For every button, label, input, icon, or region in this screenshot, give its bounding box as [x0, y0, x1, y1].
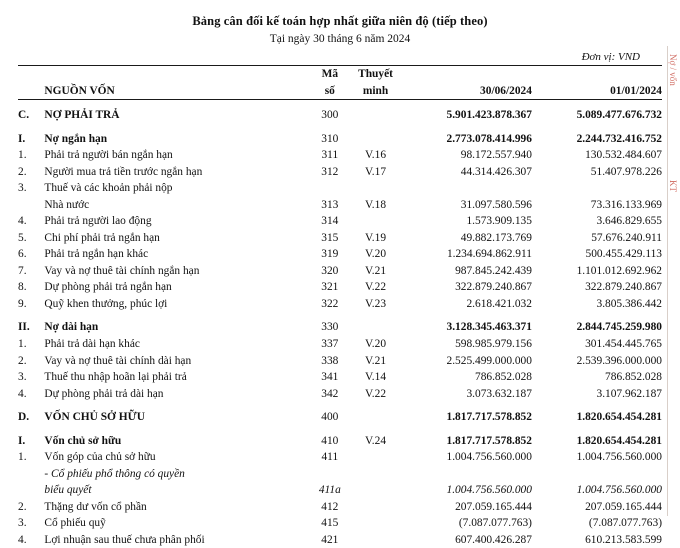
row-label: Vốn chủ sở hữu [44, 434, 122, 447]
table-row [18, 336, 662, 353]
row-index: 5. [18, 231, 27, 244]
row-code: 315 [321, 231, 339, 244]
row-value-previous: 1.820.654.454.281 [576, 434, 662, 447]
row-index [18, 466, 44, 483]
row-value-previous: 301.454.445.765 [585, 337, 662, 350]
row-value-current: 322.879.240.867 [455, 281, 532, 294]
row-index: 7. [18, 264, 27, 277]
row-code: 342 [321, 387, 339, 400]
row-label: - Cổ phiếu phổ thông có quyền [44, 467, 185, 480]
row-value-previous: 3.107.962.187 [596, 387, 662, 400]
header-code-line1: Mã [321, 68, 339, 80]
row-note: V.14 [365, 371, 387, 384]
row-label: Người mua trả tiền trước ngắn hạn [44, 165, 203, 178]
header-note [349, 66, 402, 100]
row-label: Vốn góp của chủ sở hữu [44, 451, 156, 464]
row-index [18, 197, 44, 214]
header-index-cell [18, 66, 44, 100]
table-row [18, 246, 662, 263]
row-index: 6. [18, 248, 27, 261]
row-value-previous: 51.407.978.226 [590, 165, 662, 178]
row-index: I. [18, 132, 26, 145]
header-note-line2: minh [362, 84, 389, 97]
row-note [349, 131, 402, 148]
table-row [18, 515, 662, 532]
row-value-previous: 1.101.012.692.962 [576, 264, 662, 277]
row-label: Vay và nợ thuê tài chính dài hạn [44, 354, 192, 367]
row-spacer [18, 426, 662, 433]
row-code: 311 [321, 149, 339, 162]
row-value-current: (7.087.077.763) [458, 517, 532, 530]
row-note: V.21 [365, 354, 387, 367]
header-label: NGUỒN VỐN [44, 66, 310, 100]
row-value-previous: 2.539.396.000.000 [576, 354, 662, 367]
row-value-current: 3.073.632.187 [466, 387, 532, 400]
row-code: 330 [321, 321, 339, 334]
table-row [18, 147, 662, 164]
row-label: Nợ ngắn hạn [44, 132, 108, 145]
row-value-previous: 207.059.165.444 [585, 500, 662, 513]
row-note: V.18 [365, 198, 387, 211]
row-note: V.21 [365, 264, 387, 277]
row-label: Quỹ khen thưởng, phúc lợi [44, 297, 168, 310]
table-row [18, 279, 662, 296]
margin-annotations [662, 40, 678, 460]
row-value-current [402, 466, 532, 483]
row-value-previous: 2.244.732.416.752 [576, 132, 662, 145]
row-spacer [18, 312, 662, 319]
table-row [18, 499, 662, 516]
row-value-current: 1.573.909.135 [466, 215, 532, 228]
row-index: 4. [18, 533, 27, 546]
row-label: Thuế và các khoản phải nộp [44, 182, 173, 195]
row-label: NỢ PHẢI TRẢ [44, 109, 120, 122]
row-note [349, 499, 402, 516]
row-code: 411 [321, 451, 339, 464]
row-code: 320 [321, 264, 339, 277]
row-label: Chi phí phải trả ngắn hạn [44, 231, 160, 244]
row-value-current: 31.097.580.596 [460, 198, 532, 211]
row-note: V.19 [365, 231, 387, 244]
row-code: 421 [321, 533, 339, 546]
row-value-current: 786.852.028 [475, 371, 532, 384]
row-code [311, 180, 350, 197]
row-value-current: 98.172.557.940 [460, 149, 532, 162]
table-row [18, 230, 662, 247]
row-index: 4. [18, 387, 27, 400]
row-code: 415 [321, 517, 339, 530]
row-value-current: 5.901.423.878.367 [446, 109, 532, 122]
header-code-line2: số [324, 84, 335, 97]
margin-rule [667, 46, 668, 516]
table-row [18, 263, 662, 280]
row-value-previous [532, 466, 662, 483]
table-row [18, 449, 662, 466]
margin-note-1: Nợ / vốn [668, 54, 678, 86]
row-note [349, 482, 402, 499]
row-value-current: 598.985.979.156 [455, 337, 532, 350]
row-note: V.17 [365, 165, 387, 178]
row-code: 312 [321, 165, 339, 178]
row-label: Phải trả ngắn hạn khác [44, 248, 149, 261]
table-row [18, 131, 662, 148]
row-note [349, 107, 402, 124]
table-row [18, 319, 662, 336]
table-row [18, 482, 662, 499]
row-note: V.22 [365, 387, 387, 400]
row-note [349, 532, 402, 548]
table-row [18, 197, 662, 214]
header-value-previous: 01/01/2024 [532, 66, 662, 100]
table-row [18, 353, 662, 370]
row-value-previous: 130.532.484.607 [585, 149, 662, 162]
row-label: Nợ dài hạn [44, 321, 99, 334]
row-value-current: 44.314.426.307 [460, 165, 532, 178]
row-index: 3. [18, 517, 27, 530]
header-code [311, 66, 350, 100]
row-index: 2. [18, 500, 27, 513]
row-label: Phải trả dài hạn khác [44, 337, 140, 350]
row-code: 412 [321, 500, 339, 513]
row-label: Dự phòng phải trả dài hạn [44, 387, 164, 400]
row-value-previous: 1.004.756.560.000 [576, 484, 662, 497]
row-value-current: 3.128.345.463.371 [446, 321, 532, 334]
row-value-previous: (7.087.077.763) [588, 517, 662, 530]
row-label: Cổ phiếu quỹ [44, 517, 106, 530]
balance-sheet-table [18, 65, 662, 548]
row-note: V.16 [365, 149, 387, 162]
row-code: 410 [321, 434, 339, 447]
row-value-previous: 786.852.028 [605, 371, 662, 384]
row-code: 314 [321, 215, 339, 228]
header-note-line1: Thuyết [358, 68, 393, 80]
row-index: D. [18, 411, 30, 424]
row-value-current: 1.004.756.560.000 [446, 484, 532, 497]
row-value-previous: 1.820.654.454.281 [576, 411, 662, 424]
row-value-previous: 73.316.133.969 [590, 198, 662, 211]
row-code [311, 466, 350, 483]
row-label: Phải trả người bán ngắn hạn [44, 149, 173, 162]
row-label: Phải trả người lao động [44, 215, 152, 228]
row-label: Thặng dư vốn cổ phần [44, 500, 147, 513]
row-note: V.20 [365, 337, 387, 350]
row-value-current: 1.004.756.560.000 [446, 451, 532, 464]
row-index: 9. [18, 297, 27, 310]
table-row [18, 164, 662, 181]
row-code: 300 [321, 109, 339, 122]
row-index: 3. [18, 182, 27, 195]
row-value-previous: 3.805.386.442 [596, 297, 662, 310]
table-row [18, 532, 662, 548]
table-header-row [18, 66, 662, 100]
row-note [349, 319, 402, 336]
row-label: Thuế thu nhập hoãn lại phải trả [44, 371, 187, 384]
table-row [18, 433, 662, 450]
row-code: 400 [321, 411, 339, 424]
table-row [18, 386, 662, 403]
header-value-current: 30/06/2024 [402, 66, 532, 100]
table-row [18, 213, 662, 230]
row-code: 319 [321, 248, 339, 261]
row-index: 1. [18, 451, 27, 464]
row-index: 2. [18, 354, 27, 367]
row-value-previous: 500.455.429.113 [585, 248, 662, 261]
row-index: 2. [18, 165, 27, 178]
row-spacer [18, 124, 662, 131]
row-value-current: 1.817.717.578.852 [446, 411, 532, 424]
row-value-previous: 57.676.240.911 [591, 231, 662, 244]
row-code: 321 [321, 281, 339, 294]
row-value-previous: 3.646.829.655 [596, 215, 662, 228]
row-value-current: 2.773.078.414.996 [446, 132, 532, 145]
row-code: 411a [318, 484, 341, 497]
row-label: Lợi nhuận sau thuế chưa phân phối [44, 533, 205, 546]
row-index [18, 482, 44, 499]
row-code: 322 [321, 297, 339, 310]
row-label: Nhà nước [44, 198, 90, 211]
currency-unit-label: Đơn vị: VND [581, 51, 640, 63]
row-index: 8. [18, 281, 27, 294]
row-note: V.20 [365, 248, 387, 261]
row-note [349, 515, 402, 532]
row-code: 337 [321, 337, 339, 350]
table-row [18, 107, 662, 124]
row-note [349, 449, 402, 466]
row-label: biểu quyết [44, 484, 92, 497]
row-note: V.22 [365, 281, 387, 294]
row-value-previous: 1.004.756.560.000 [576, 451, 662, 464]
table-row [18, 296, 662, 313]
row-label: Vay và nợ thuê tài chính ngắn hạn [44, 264, 200, 277]
row-value-current: 49.882.173.769 [460, 231, 532, 244]
row-value-current: 2.618.421.032 [466, 297, 532, 310]
row-note [349, 409, 402, 426]
page-subtitle: Tại ngày 30 tháng 6 năm 2024 [269, 33, 411, 45]
row-code: 310 [321, 132, 339, 145]
row-value-current: 1.234.694.862.911 [446, 248, 532, 261]
row-note: V.24 [365, 434, 387, 447]
row-note [349, 466, 402, 483]
row-note [349, 180, 402, 197]
row-value-current: 987.845.242.439 [455, 264, 532, 277]
row-code: 341 [321, 371, 339, 384]
row-label: Dự phòng phải trả ngắn hạn [44, 281, 172, 294]
row-index: C. [18, 109, 30, 122]
table-row [18, 409, 662, 426]
table-row [18, 180, 662, 197]
table-body [18, 100, 662, 548]
row-value-previous: 5.089.477.676.732 [576, 109, 662, 122]
row-value-current: 2.525.499.000.000 [446, 354, 532, 367]
row-spacer [18, 100, 662, 108]
page-title: Bảng cân đối kế toán hợp nhất giữa niên độ (tiếp theo) [192, 14, 488, 28]
row-index: 1. [18, 337, 27, 350]
row-index: 3. [18, 371, 27, 384]
table-row [18, 466, 662, 483]
row-index: II. [18, 321, 30, 334]
row-index: 4. [18, 215, 27, 228]
row-index: I. [18, 434, 26, 447]
row-value-previous: 610.213.583.599 [585, 533, 662, 546]
row-spacer [18, 402, 662, 409]
row-code: 313 [321, 198, 339, 211]
row-index: 1. [18, 149, 27, 162]
row-value-previous: 322.879.240.867 [585, 281, 662, 294]
row-value-previous [532, 180, 662, 197]
row-note [349, 213, 402, 230]
row-label: VỐN CHỦ SỞ HỮU [44, 411, 145, 424]
row-note: V.23 [365, 297, 387, 310]
table-header [18, 66, 662, 100]
row-value-previous: 2.844.745.259.980 [576, 321, 662, 334]
row-code: 338 [321, 354, 339, 367]
row-value-current: 207.059.165.444 [455, 500, 532, 513]
row-value-current: 607.400.426.287 [455, 533, 532, 546]
margin-note-2: KT [668, 180, 678, 192]
row-value-current: 1.817.717.578.852 [446, 434, 532, 447]
table-row [18, 369, 662, 386]
row-value-current [402, 180, 532, 197]
